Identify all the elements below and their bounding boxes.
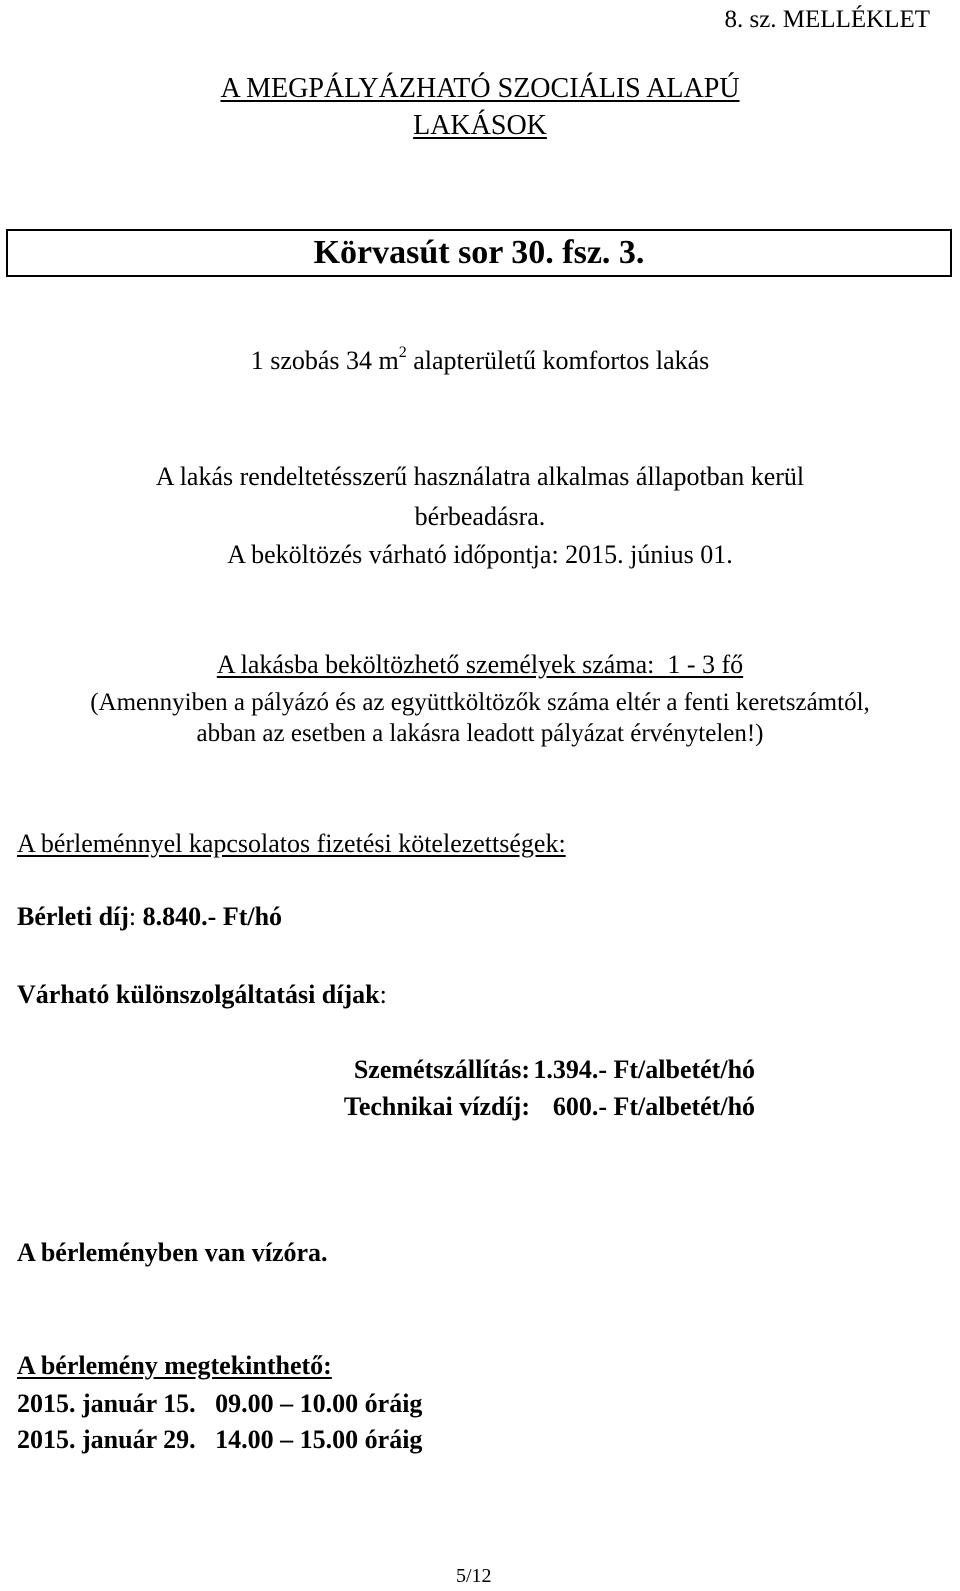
page-title-line-2: LAKÁSOK (413, 110, 547, 141)
viewing-slot-2: 2015. január 29. 14.00 – 15.00 óráig (17, 1425, 423, 1454)
address-box (6, 229, 952, 277)
fee-label: Szemétszállítás: (353, 1055, 530, 1084)
condition-line-1: A lakás rendeltetésszerű használatra alkalmas állapotban kerül (155, 462, 805, 491)
move-in-date: A beköltözés várható időpontja: 2015. június 01. (227, 540, 733, 569)
flat-description (0, 346, 960, 376)
services-sep: : (379, 980, 387, 1009)
rent-value: 8.840.- Ft/hó (142, 902, 283, 931)
viewing-slot-1: 2015. január 15. 09.00 – 10.00 óráig (17, 1389, 423, 1418)
occupants-note-line-1: (Amennyiben a pályázó és az együttköltözők száma eltér a fenti keretszámtól, (90, 689, 870, 716)
flat-desc-before: 1 szobás 34 m (250, 346, 399, 375)
page-title-line-1: A MEGPÁLYÁZHATÓ SZOCIÁLIS ALAPÚ (220, 73, 740, 104)
fee-value: 600.- (552, 1092, 607, 1121)
water-meter-note: A bérleményben van vízóra. (17, 1238, 328, 1267)
fee-label: Technikai vízdíj: (343, 1092, 530, 1121)
rent-label: Bérleti díj (17, 902, 129, 931)
viewing-heading: A bérlemény megtekinthető: (17, 1351, 332, 1380)
payments-heading: A bérleménnyel kapcsolatos fizetési kötelezettségek: (17, 829, 566, 858)
page-number: 5/12 (456, 1565, 492, 1587)
fee-unit: Ft/albetét/hó (607, 1092, 756, 1121)
rent-sep: : (128, 902, 143, 931)
fee-row-water (287, 1092, 755, 1122)
occupants-note-line-2: abban az esetben a lakásra leadott pályázat érvénytelen!) (196, 720, 764, 747)
fee-unit: Ft/albetét/hó (607, 1055, 756, 1084)
rent-line (17, 902, 282, 932)
flat-desc-after: alapterületű komfortos lakás (406, 346, 710, 375)
services-label: Várható különszolgáltatási díjak (17, 980, 380, 1009)
condition-line-2: bérbeadásra. (414, 502, 546, 531)
fee-row-waste (287, 1055, 755, 1085)
services-line (17, 980, 387, 1010)
annex-label: 8. sz. MELLÉKLET (724, 6, 930, 33)
fee-value: 1.394.- (533, 1055, 607, 1084)
address: Körvasút sor 30. fsz. 3. (313, 234, 645, 271)
flat-desc-sup: 2 (398, 344, 407, 361)
occupants-heading: A lakásba beköltözhető személyek száma: 1 - 3 fő (216, 650, 744, 679)
